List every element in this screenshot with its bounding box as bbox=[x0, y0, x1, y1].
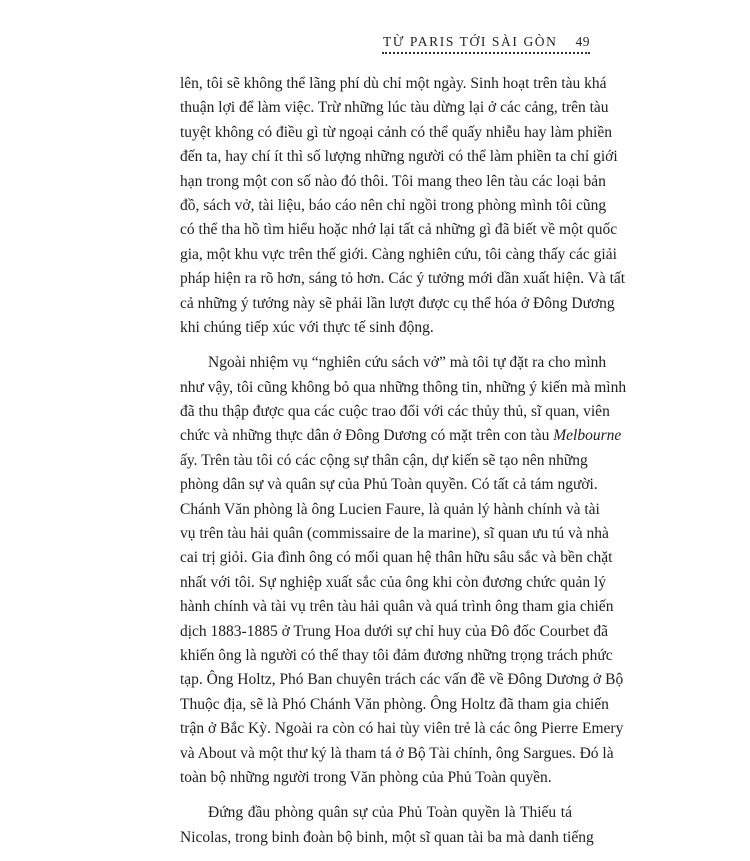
text-line: vụ trên tàu hải quân (commissaire de la marine), sĩ quan ưu tú và nhà bbox=[180, 525, 609, 543]
text-line: khiến ông là người có thể thay tôi đảm đương những trọng trách phức bbox=[180, 646, 613, 664]
paragraph-1 bbox=[180, 72, 626, 340]
text-line-with-ship bbox=[180, 424, 622, 448]
text-line: cai trị giỏi. Gia đình ông có mối quan hệ thân hữu sâu sắc và bền chặt bbox=[180, 549, 613, 567]
text-line: đến ta, hay chí ít thì số lượng những người có thể làm phiền ta chỉ giới bbox=[180, 148, 618, 166]
text-line: đồ, sách vở, tài liệu, báo cáo nên chỉ ngồi trong phòng mình tôi cũng bbox=[180, 196, 607, 214]
running-head bbox=[383, 34, 590, 50]
text-line: thuận lợi để làm việc. Trừ những lúc tàu dừng lại ở các cảng, trên tàu bbox=[180, 99, 609, 117]
text-line: lên, tôi sẽ không thể lãng phí dù chỉ một ngày. Sinh hoạt trên tàu khá bbox=[180, 75, 607, 92]
text-line: có thể tha hồ tìm hiểu hoặc nhớ lại tất cả những gì đã biết về một quốc bbox=[180, 221, 618, 239]
text-line: hành chính và tài vụ trên tàu hải quân và quá trình ông tham gia chiến bbox=[180, 598, 614, 616]
text-line: trận ở Bắc Kỳ. Ngoài ra còn có hai tùy viên trẻ là các ông Pierre Emery bbox=[180, 720, 624, 738]
ship-name: Melbourne bbox=[553, 427, 622, 445]
paragraph-2 bbox=[180, 351, 627, 790]
text-line: Đứng đầu phòng quân sự của Phủ Toàn quyền là Thiếu tá bbox=[208, 804, 572, 822]
text-line: như vậy, tôi cũng không bỏ qua những thông tin, những ý kiến mà mình bbox=[180, 378, 627, 396]
text-line: Ngoài nhiệm vụ “nghiên cứu sách vở” mà tôi tự đặt ra cho mình bbox=[208, 354, 607, 372]
text-line: Chánh Văn phòng là ông Lucien Faure, là quản lý hành chính và tài bbox=[180, 500, 600, 518]
running-title: TỪ PARIS TỚI SÀI GÒN bbox=[383, 34, 558, 49]
text-line: hạn trong một con số nào đó thôi. Tôi mang theo lên tàu các loại bản bbox=[180, 172, 606, 190]
text-line: tạp. Ông Holtz, Phó Ban chuyên trách các vấn đề về Đông Dương ở Bộ bbox=[180, 671, 624, 689]
paragraph-3 bbox=[180, 801, 594, 850]
body-text bbox=[180, 72, 627, 861]
text-line: khi chúng tiếp xúc với thực tế sinh động. bbox=[180, 318, 434, 336]
text-line: toàn bộ những người trong Văn phòng của Phủ Toàn quyền. bbox=[180, 768, 552, 786]
text-line: cả những ý tưởng này sẽ phải lần lượt được cụ thể hóa ở Đông Dương bbox=[180, 294, 615, 312]
text-line: tuyệt không có điều gì từ ngoại cảnh có thể quấy nhiễu hay làm phiền bbox=[180, 123, 612, 141]
text-line: nhất với tôi. Sự nghiệp xuất sắc của ông khi còn đương chức quản lý bbox=[180, 573, 607, 591]
text-line: phòng dân sự và quân sự của Phủ Toàn quyền. Có tất cả tám người. bbox=[180, 476, 598, 494]
header-dotted-rule bbox=[382, 52, 590, 54]
text-line: gia, một khu vực trên thế giới. Càng nghiên cứu, tôi càng thấy các giải bbox=[180, 245, 617, 263]
page-number: 49 bbox=[575, 34, 590, 49]
text-line: dịch 1883-1885 ở Trung Hoa dưới sự chỉ huy của Đô đốc Courbet đã bbox=[180, 622, 608, 640]
text-line: Nicolas, trong binh đoàn bộ binh, một sĩ quan tài ba mà danh tiếng bbox=[180, 828, 594, 846]
text-line: đã thu thập được qua các cuộc trao đổi với các thủy thủ, sĩ quan, viên bbox=[180, 403, 610, 421]
text-line: Thuộc địa, sẽ là Phó Chánh Văn phòng. Ông Holtz đã tham gia chiến bbox=[180, 695, 609, 713]
text-line: chức và những thực dân ở Đông Dương có mặt trên con tàu bbox=[180, 427, 550, 445]
text-line: và About và một thư ký là tham tá ở Bộ Tài chính, ông Sargues. Đó là bbox=[180, 744, 614, 762]
text-line: ấy. Trên tàu tôi có các cộng sự thân cận, dự kiến sẽ tạo nên những bbox=[180, 451, 588, 469]
text-line: pháp hiện ra rõ hơn, sáng tỏ hơn. Các ý tưởng mới dần xuất hiện. Và tất bbox=[180, 270, 626, 288]
